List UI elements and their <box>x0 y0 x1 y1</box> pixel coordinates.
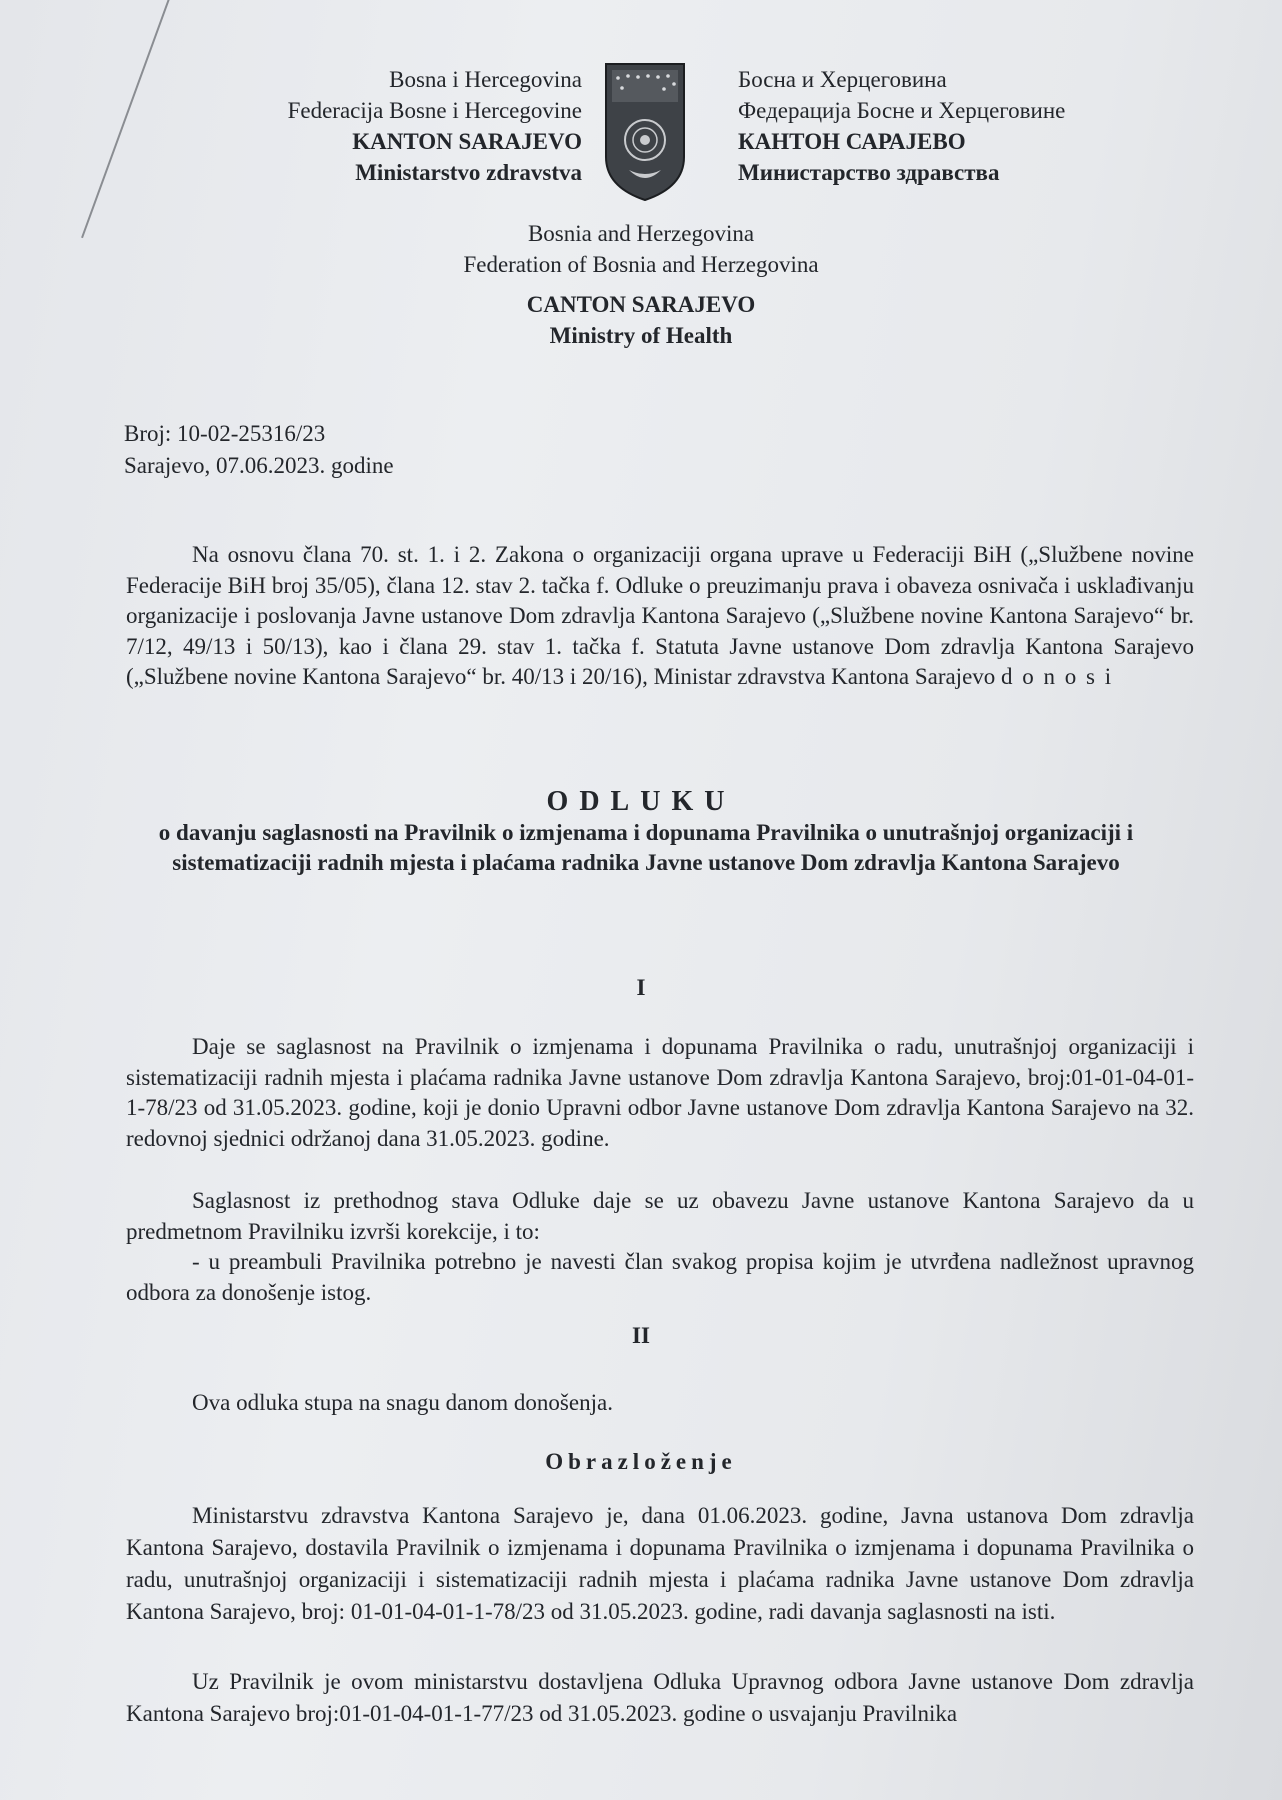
section-2-heading: II <box>632 1323 650 1348</box>
header-left-line-1: Bosna i Hercegovina <box>389 67 582 92</box>
header-left-latin <box>288 64 582 188</box>
header-left-line-3: KANTON SARAJEVO <box>352 129 582 154</box>
decision-subtitle: o davanju saglasnosti na Pravilnik o izmjenama i dopunama Pravilnika o unutrašnjoj organizaciji i sistematizaciji radnih mjesta i plaćama radnika Javne ustanove Dom zdravlja Kantona Sarajevo <box>158 820 1134 875</box>
reasoning-paragraph-2: Uz Pravilnik je ovom ministarstvu dostavljena Odluka Upravnog odbora Javne ustanove Dom zdravlja Kantona Sarajevo broj:01-01-04-01-1-77/23 od 31.05.2023. godine o usvajanju Pravilnika <box>126 1669 1194 1726</box>
reasoning-paragraph-1: Ministarstvu zdravstva Kantona Sarajevo je, dana 01.06.2023. godine, Javna ustanova Dom zdravlja Kantona Sarajevo, dostavila Pravilnik o izmjenama i dopunama Pravilnika o izmjenama i dopunama Pravilnika o radu, unutrašnjoj organizaciji i sistematizaciji radnih mjesta i plaćama radnika Javne ustanove Dom zdravlja Kantona Sarajevo, broj: 01-01-04-01-1-78/23 od 31.05.2023. godine, radi davanja saglasnosti na isti. <box>126 1503 1194 1624</box>
header-english <box>0 218 1282 351</box>
reasoning-heading: Obrazloženje <box>545 1449 737 1474</box>
preamble-end: d o n o s i <box>1001 664 1114 689</box>
preamble-paragraph <box>126 540 1194 693</box>
header-right-line-1: Босна и Херцеговина <box>738 67 947 92</box>
reference-number: Broj: 10-02-25316/23 <box>124 421 326 446</box>
section-1-heading: I <box>636 975 646 1000</box>
preamble-text: Na osnovu člana 70. st. 1. i 2. Zakona o organizaciji organa uprave u Federaciji BiH („Službene novine Federacije BiH broj 35/05), člana 12. stav 2. tačka f. Odluke o preuzimanju prava i obaveza osnivača i usklađivanju organizacije i poslovanja Javne ustanove Dom zdravlja Kantona Sarajevo („Službene novine Kantona Sarajevo“ br. 7/12, 49/13 i 50/13), kao i člana 29. stav 1. tačka f. Statuta Javne ustanove Dom zdravlja Kantona Sarajevo („Službene novine Kantona Sarajevo“ br. 40/13 i 20/16), Ministar zdravstva Kantona Sarajevo <box>126 542 1194 689</box>
header-english-line-3: CANTON SARAJEVO <box>526 292 756 317</box>
decision-title: ODLUKU <box>546 786 736 817</box>
header-right-line-4: Министарство здравства <box>738 160 1000 185</box>
header-english-line-4: Ministry of Health <box>549 323 733 348</box>
header-right-cyrillic <box>738 64 1065 188</box>
header-english-line-2: Federation of Bosnia and Herzegovina <box>463 252 819 277</box>
canton-coat-of-arms-icon <box>604 62 686 202</box>
reference-block <box>124 418 394 482</box>
section-1-paragraph-2: Saglasnost iz prethodnog stava Odluke daje se uz obavezu Javne ustanove Kantona Sarajevo da u predmetnom Pravilniku izvrši korekcije, i to: <box>126 1188 1194 1244</box>
header-left-line-4: Ministarstvo zdravstva <box>355 160 582 185</box>
header-english-line-1: Bosnia and Herzegovina <box>527 221 755 246</box>
section-1-paragraph-1: Daje se saglasnost na Pravilnik o izmjenama i dopunama Pravilnika o radu, unutrašnjoj organizaciji i sistematizaciji radnih mjesta i plaćama radnika Javne ustanove Dom zdravlja Kantona Sarajevo, broj:01-01-04-01-1-78/23 od 31.05.2023. godine, koji je donio Upravni odbor Javne ustanove Dom zdravlja Kantona Sarajevo na 32. redovnoj sjednici održanoj dana 31.05.2023. godine. <box>126 1034 1194 1151</box>
header-right-line-3: КАНТОН САРАЈЕВО <box>738 129 966 154</box>
paper-fold <box>0 0 172 238</box>
reference-place-date: Sarajevo, 07.06.2023. godine <box>124 453 394 478</box>
header-left-line-2: Federacija Bosne i Hercegovine <box>287 98 582 123</box>
header-right-line-2: Федерација Босне и Херцеговине <box>738 98 1066 123</box>
section-2-paragraph: Ova odluka stupa na snagu danom donošenja. <box>192 1390 613 1415</box>
section-1-paragraph-3: - u preambuli Pravilnika potrebno je navesti član svakog propisa kojim je utvrđena nadležnost upravnog odbora za donošenje istog. <box>126 1249 1194 1305</box>
